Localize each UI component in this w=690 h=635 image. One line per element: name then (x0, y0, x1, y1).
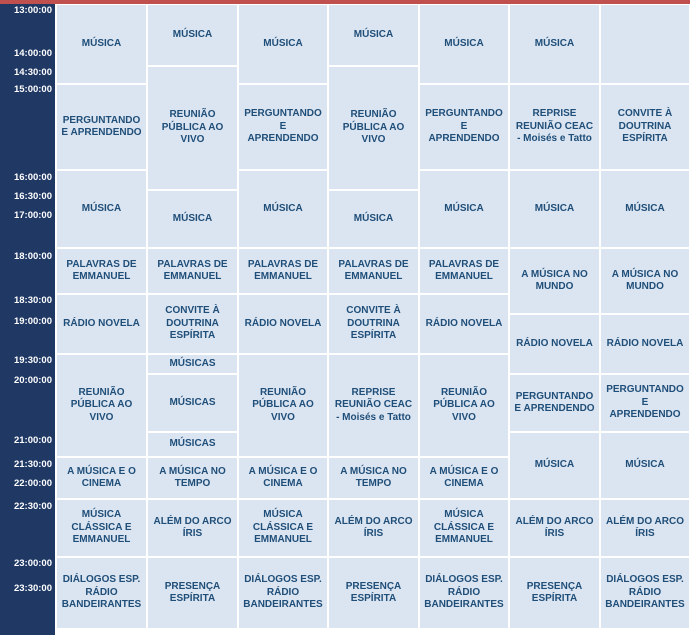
program-cell[interactable]: REPRISE REUNIÃO CEAC - Moisés e Tatto (509, 84, 600, 170)
program-cell[interactable]: A MÚSICA NO TEMPO (328, 457, 419, 499)
program-cell[interactable]: MÚSICA CLÁSSICA E EMMANUEL (56, 499, 147, 557)
program-cell[interactable]: RÁDIO NOVELA (238, 294, 328, 354)
program-cell[interactable]: MÚSICA CLÁSSICA E EMMANUEL (419, 499, 509, 557)
program-cell[interactable]: MÚSICA (328, 4, 419, 66)
program-cell[interactable]: A MÚSICA NO TEMPO (147, 457, 238, 499)
program-cell[interactable]: PERGUNTANDO E APRENDENDO (56, 84, 147, 170)
program-cell[interactable]: MÚSICA (238, 4, 328, 84)
program-cell[interactable]: PALAVRAS DE EMMANUEL (147, 248, 238, 294)
program-cell[interactable]: REUNIÃO PÚBLICA AO VIVO (328, 66, 419, 190)
program-cell[interactable]: RÁDIO NOVELA (509, 314, 600, 374)
program-cell[interactable]: PRESENÇA ESPÍRITA (147, 557, 238, 629)
time-label: 16:00:00 (13, 172, 52, 183)
schedule-grid (56, 4, 690, 635)
program-cell[interactable]: MÚSICA (419, 4, 509, 84)
program-cell[interactable] (600, 4, 690, 84)
program-cell[interactable]: PERGUNTANDO E APRENDENDO (600, 374, 690, 432)
program-cell[interactable]: MÚSICA (509, 4, 600, 84)
program-cell[interactable]: MÚSICA (238, 170, 328, 248)
program-cell[interactable]: PALAVRAS DE EMMANUEL (238, 248, 328, 294)
program-cell[interactable]: MÚSICA (509, 432, 600, 499)
program-cell[interactable]: RÁDIO NOVELA (600, 314, 690, 374)
program-cell[interactable]: MÚSICA CLÁSSICA E EMMANUEL (238, 499, 328, 557)
program-cell[interactable]: RÁDIO NOVELA (419, 294, 509, 354)
time-label: 19:30:00 (13, 355, 52, 366)
program-cell[interactable]: A MÚSICA E O CINEMA (56, 457, 147, 499)
program-cell[interactable]: CONVITE À DOUTRINA ESPÍRITA (147, 294, 238, 354)
program-cell[interactable]: A MÚSICA NO MUNDO (600, 248, 690, 314)
program-cell[interactable]: ALÉM DO ARCO ÍRIS (600, 499, 690, 557)
program-cell[interactable]: DIÁLOGOS ESP. RÁDIO BANDEIRANTES (600, 557, 690, 629)
program-cell[interactable]: MÚSICA (147, 4, 238, 66)
time-label: 14:30:00 (13, 67, 52, 78)
time-label: 18:00:00 (13, 251, 52, 262)
program-cell[interactable]: MÚSICAS (147, 432, 238, 457)
time-label: 17:00:00 (13, 210, 52, 221)
program-cell[interactable]: MÚSICA (600, 170, 690, 248)
program-cell[interactable]: MÚSICA (328, 190, 419, 248)
program-cell[interactable]: PERGUNTANDO E APRENDENDO (419, 84, 509, 170)
program-cell[interactable]: REUNIÃO PÚBLICA AO VIVO (238, 354, 328, 457)
time-label: 18:30:00 (13, 295, 52, 306)
program-cell[interactable]: PRESENÇA ESPÍRITA (328, 557, 419, 629)
program-cell[interactable]: A MÚSICA E O CINEMA (238, 457, 328, 499)
program-cell[interactable]: DIÁLOGOS ESP. RÁDIO BANDEIRANTES (419, 557, 509, 629)
program-cell[interactable]: DIÁLOGOS ESP. RÁDIO BANDEIRANTES (238, 557, 328, 629)
program-cell[interactable]: ALÉM DO ARCO ÍRIS (147, 499, 238, 557)
time-label: 14:00:00 (13, 48, 52, 59)
program-cell[interactable]: ALÉM DO ARCO ÍRIS (328, 499, 419, 557)
program-cell[interactable]: REUNIÃO PÚBLICA AO VIVO (147, 66, 238, 190)
time-label: 20:00:00 (13, 375, 52, 386)
time-label: 16:30:00 (13, 191, 52, 202)
program-cell[interactable]: MÚSICA (419, 170, 509, 248)
program-cell[interactable]: MÚSICA (509, 170, 600, 248)
program-cell[interactable]: PALAVRAS DE EMMANUEL (419, 248, 509, 294)
time-label: 21:30:00 (13, 459, 52, 470)
program-cell[interactable]: PERGUNTANDO E APRENDENDO (238, 84, 328, 170)
time-label: 23:30:00 (13, 583, 52, 594)
program-cell[interactable]: MÚSICA (600, 432, 690, 499)
program-cell[interactable]: REPRISE REUNIÃO CEAC - Moisés e Tatto (328, 354, 419, 457)
time-label: 22:30:00 (13, 501, 52, 512)
program-cell[interactable]: PALAVRAS DE EMMANUEL (328, 248, 419, 294)
program-cell[interactable]: PALAVRAS DE EMMANUEL (56, 248, 147, 294)
time-label: 13:00:00 (13, 5, 52, 16)
time-label: 21:00:00 (13, 435, 52, 446)
time-label: 23:00:00 (13, 558, 52, 569)
time-label: 15:00:00 (13, 84, 52, 95)
time-column (0, 4, 55, 635)
program-cell[interactable]: MÚSICAS (147, 374, 238, 432)
program-cell[interactable]: MÚSICA (147, 190, 238, 248)
program-cell[interactable]: ALÉM DO ARCO ÍRIS (509, 499, 600, 557)
program-cell[interactable]: MÚSICA (56, 170, 147, 248)
program-cell[interactable]: DIÁLOGOS ESP. RÁDIO BANDEIRANTES (56, 557, 147, 629)
program-cell[interactable]: PERGUNTANDO E APRENDENDO (509, 374, 600, 432)
program-cell[interactable]: RÁDIO NOVELA (56, 294, 147, 354)
program-cell[interactable]: CONVITE À DOUTRINA ESPÍRITA (600, 84, 690, 170)
program-cell[interactable]: A MÚSICA NO MUNDO (509, 248, 600, 314)
program-cell[interactable]: CONVITE À DOUTRINA ESPÍRITA (328, 294, 419, 354)
program-cell[interactable]: REUNIÃO PÚBLICA AO VIVO (419, 354, 509, 457)
program-cell[interactable]: REUNIÃO PÚBLICA AO VIVO (56, 354, 147, 457)
program-cell[interactable]: MÚSICA (56, 4, 147, 84)
time-label: 19:00:00 (13, 316, 52, 327)
time-label: 22:00:00 (13, 478, 52, 489)
program-cell[interactable]: A MÚSICA E O CINEMA (419, 457, 509, 499)
program-cell[interactable]: MÚSICAS (147, 354, 238, 374)
program-cell[interactable]: PRESENÇA ESPÍRITA (509, 557, 600, 629)
